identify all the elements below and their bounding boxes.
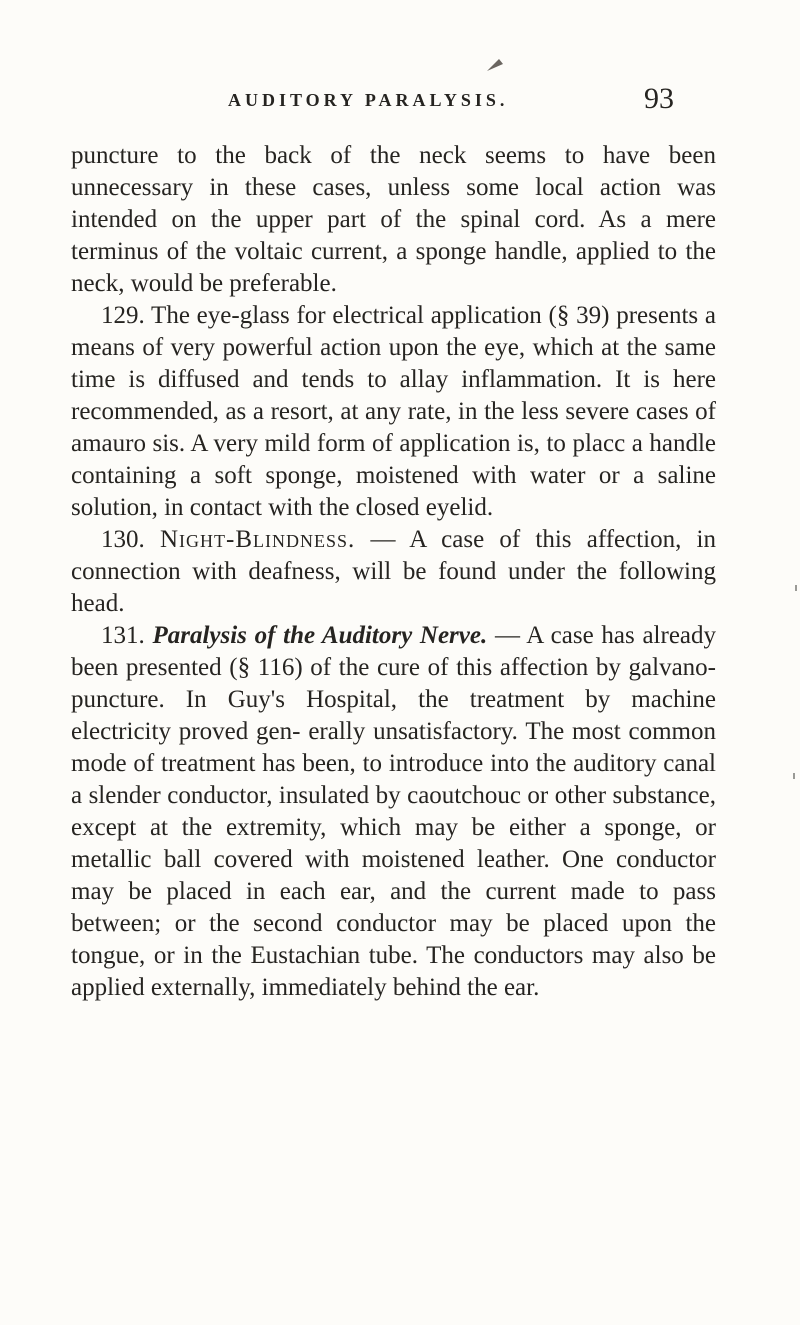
- page-header: [0, 82, 800, 119]
- em-dash: —: [487, 622, 527, 649]
- section-heading: Paralysis of the Auditory Nerve.: [152, 622, 488, 649]
- em-dash: —: [355, 526, 410, 553]
- paragraph-129: 129. The eye-glass for electrical application (§ 39) presents a means of very powerful action upon the eye, which at the same time is diffused and tends to allay inflammation. It is here recommended, as a resort, at any rate, in the less severe cases of amauro sis. A very mild form of application is, to placc a handle containing a soft sponge, moistened with water or a saline solution, in contact with the closed eyelid.: [71, 302, 716, 521]
- body-text: [71, 140, 716, 1004]
- paragraph-131: [71, 620, 716, 1004]
- printer-mark-icon: [485, 55, 519, 73]
- paragraph-number: 131.: [101, 622, 145, 649]
- margin-tick: [795, 585, 797, 591]
- section-heading: Night-Blindness.: [159, 526, 356, 553]
- paragraph-130: [71, 524, 716, 620]
- paragraph-continuation: puncture to the back of the neck seems to have been unnecessary in these cases, unless some local action was intended on the upper part of the spinal cord. As a mere terminus of the voltaic current, a sponge handle, applied to the neck, would be preferable.: [71, 142, 716, 297]
- paragraph-number: 130.: [101, 526, 145, 553]
- page-number: 93: [644, 82, 674, 115]
- paragraph-text: A case has already been presented (§ 116) of the cure of this affection by galvano-puncture. In Guy's Hospital, the treatment by machine electricity proved gen- erally unsatisfactory. The most common mode of treatment has been, to introduce into the auditory canal a slender conductor, insulated by caoutchouc or other substance, except at the extremity, which may be either a sponge, or metallic ball covered with moistened leather. One conductor may be placed in each ear, and the current made to pass between; or the second conductor may be placed upon the tongue, or in the Eustachian tube. The conductors may also be applied externally, immediately behind the ear.: [71, 622, 717, 1001]
- running-title: AUDITORY PARALYSIS.: [228, 90, 509, 110]
- margin-tick: [793, 773, 795, 779]
- paragraph-text: A case of this affection, in connection with deafness, will be found under the following head.: [71, 526, 716, 617]
